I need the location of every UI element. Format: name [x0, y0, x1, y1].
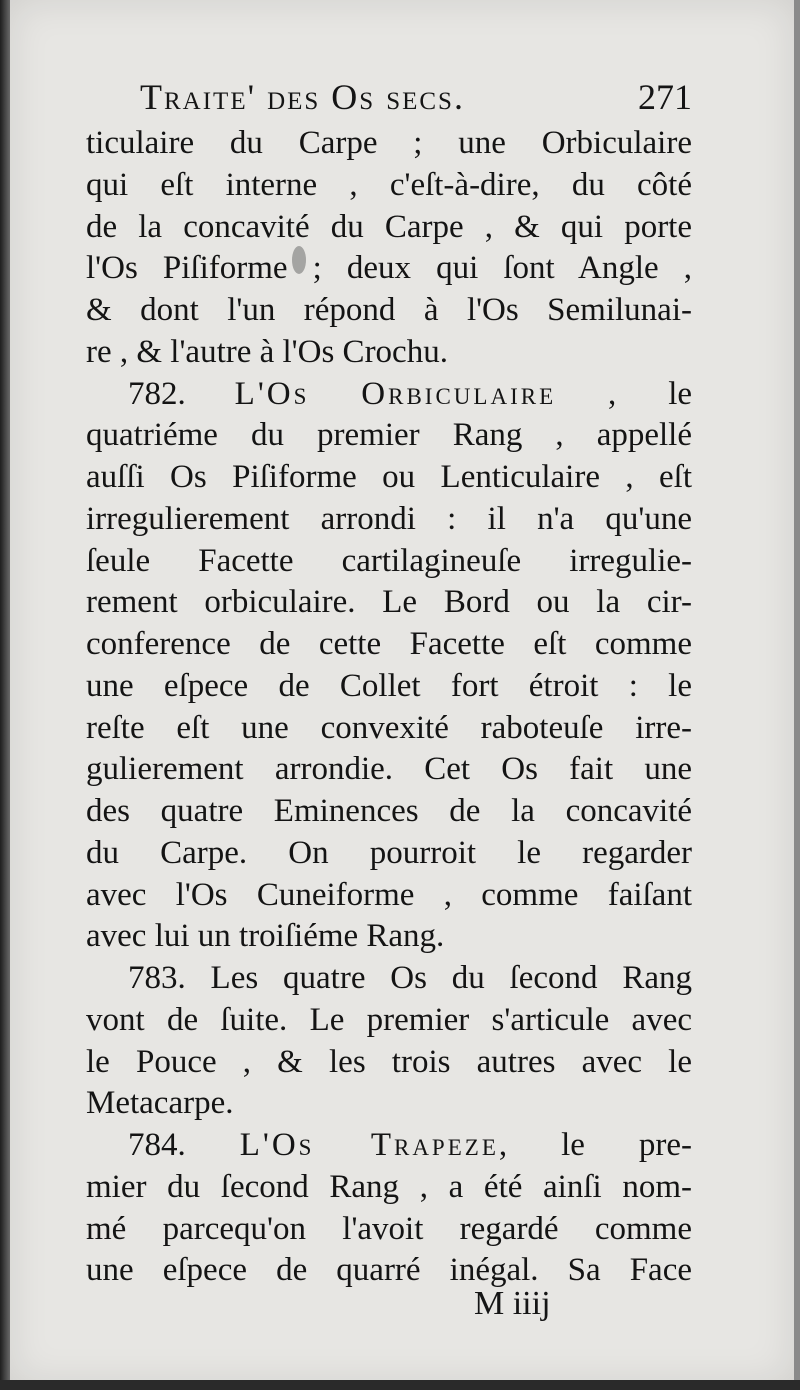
- section-term: L'Os Orbiculaire ,: [234, 375, 620, 412]
- text-line: re , & l'autre à l'Os Crochu.: [86, 333, 448, 370]
- text-line: vont de ſuite. Le premier s'articule avec: [86, 1001, 692, 1038]
- text-line: rement orbiculaire. Le Bord ou la cir-: [86, 584, 692, 621]
- signature-mark: M iiij: [474, 1285, 551, 1322]
- running-title: Traite' des Os secs.: [140, 77, 465, 117]
- text-line: mé parcequ'on l'avoit regardé comme: [86, 1210, 692, 1247]
- text-line: auſſi Os Piſiforme ou Lenticulaire , eſt: [86, 459, 692, 495]
- text-line: l'Os Piſiforme ; deux qui ſont Angle ,: [86, 250, 692, 287]
- text-line: mier du ſecond Rang , a été ainſi nom-: [86, 1168, 692, 1205]
- paragraph-number: 784.: [128, 1127, 186, 1163]
- text-line: reſte eſt une convexité raboteuſe irre-: [86, 709, 692, 746]
- text-line: quatriéme du premier Rang , appellé: [86, 417, 692, 454]
- text-line: une eſpece de Collet fort étroit : le: [86, 667, 692, 704]
- paragraph-784-heading-line: [86, 1125, 692, 1167]
- text-fragment: le: [668, 375, 692, 412]
- text-line: le Pouce , & les trois autres avec le: [86, 1043, 692, 1080]
- page-header: [140, 76, 692, 124]
- body-text: [86, 123, 692, 1292]
- paragraph-782-heading-line: [86, 374, 692, 416]
- page-number: 271: [638, 77, 692, 117]
- text-fragment: , le pre-: [498, 1127, 692, 1163]
- text-line: gulierement arrondie. Cet Os fait une: [86, 751, 692, 788]
- text-line: irregulierement arrondi : il n'a qu'une: [86, 500, 692, 537]
- text-line: avec lui un troiſiéme Rang.: [86, 918, 445, 955]
- text-line: avec l'Os Cuneiforme , comme faiſant: [86, 876, 692, 913]
- scan-edge-bottom: [0, 1380, 800, 1390]
- text-line: & dont l'un répond à l'Os Semilunai-: [86, 292, 692, 328]
- paragraph-number: 782.: [128, 375, 186, 412]
- text-line: 783. Les quatre Os du ſecond Rang: [128, 960, 692, 996]
- text-line: ſeule Facette cartilagineuſe irregulie-: [86, 542, 692, 579]
- text-line: du Carpe. On pourroit le regarder: [86, 834, 692, 871]
- text-line: de la concavité du Carpe , & qui porte: [86, 208, 692, 245]
- text-line: conference de cette Facette eſt comme: [86, 626, 692, 662]
- text-line: qui eſt interne , c'eſt-à-dire, du côté: [86, 166, 692, 203]
- text-line: une eſpece de quarré inégal. Sa Face: [86, 1252, 692, 1289]
- text-line: des quatre Eminences de la concavité: [86, 793, 692, 829]
- text-line: Metacarpe.: [86, 1085, 234, 1122]
- text-line: ticulaire du Carpe ; une Orbiculaire: [86, 125, 692, 161]
- section-term: L'Os Trapeze: [239, 1127, 499, 1163]
